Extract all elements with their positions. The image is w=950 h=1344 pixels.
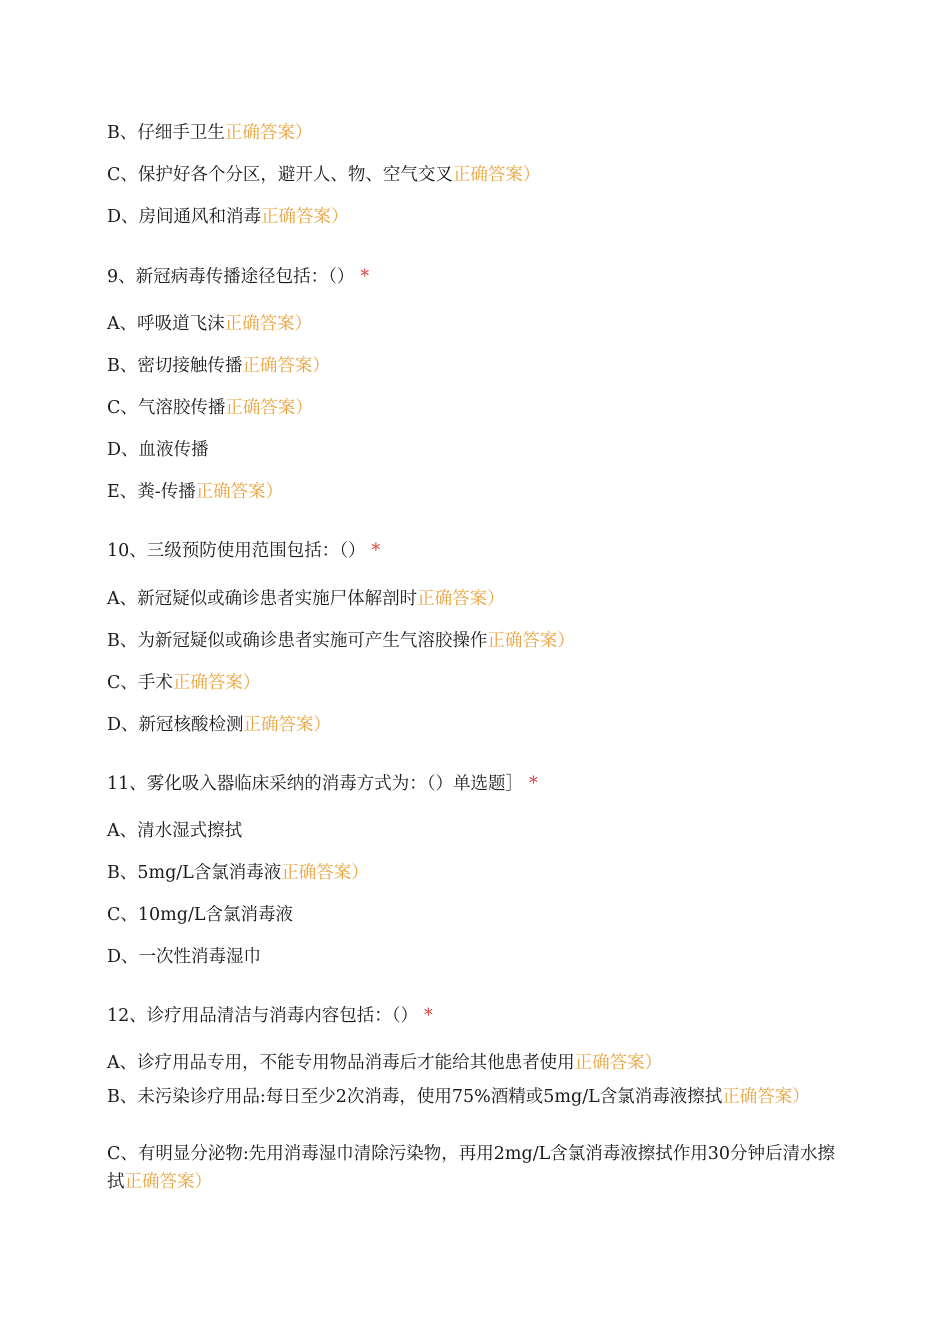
q11-option-b: B、5mg/L含氯消毒液正确答案） bbox=[107, 863, 369, 883]
q9-title: 9、新冠病毒传播途径包括：（） * bbox=[107, 267, 370, 287]
correct-answer-tag: 正确答案） bbox=[124, 1172, 212, 1192]
correct-answer-tag: 正确答案） bbox=[172, 673, 261, 693]
correct-answer-tag: 正确答案） bbox=[574, 1053, 663, 1073]
q12-option-c: C、有明显分泌物:先用消毒湿巾清除污染物，再用2mg/L含氯消毒液擦拭作用30分钟后清水擦拭正确答案） bbox=[107, 1144, 835, 1192]
q12-option-b: B、未污染诊疗用品:每日至少2次消毒，使用75%酒精或5mg/L含氯消毒液擦拭正确答案） bbox=[107, 1087, 810, 1107]
correct-answer-tag: 正确答案） bbox=[242, 356, 330, 376]
q9-option-a: A、呼吸道飞沫正确答案） bbox=[107, 314, 313, 334]
correct-answer-tag: 正确答案） bbox=[452, 165, 541, 185]
q10-option-c: C、手术正确答案） bbox=[107, 673, 261, 693]
q9-option-c: C、气溶胶传播正确答案） bbox=[107, 398, 313, 418]
correct-answer-tag: 正确答案） bbox=[487, 631, 575, 651]
correct-answer-tag: 正确答案） bbox=[243, 715, 332, 735]
required-star-icon: * bbox=[360, 267, 370, 287]
q8-option-c: C、保护好各个分区，避开人、物、空气交叉正确答案） bbox=[107, 165, 541, 185]
q9-option-d: D、血液传播 bbox=[107, 440, 209, 460]
correct-answer-tag: 正确答案） bbox=[281, 863, 369, 883]
correct-answer-tag: 正确答案） bbox=[261, 207, 349, 227]
q10-option-b: B、为新冠疑似或确诊患者实施可产生气溶胶操作正确答案） bbox=[107, 631, 575, 651]
q10-option-d: D、新冠核酸检测正确答案） bbox=[107, 715, 332, 735]
q12-title: 12、诊疗用品清洁与消毒内容包括：（） * bbox=[107, 1006, 433, 1026]
q11-option-c: C、10mg/L含氯消毒液 bbox=[107, 905, 293, 925]
q10-title: 10、三级预防使用范围包括：（） * bbox=[107, 541, 381, 561]
q8-option-b: B、仔细手卫生正确答案） bbox=[107, 123, 313, 143]
q11-title: 11、雾化吸入器临床采纳的消毒方式为：（）单选题］ * bbox=[107, 774, 538, 794]
q12-option-a: A、诊疗用品专用，不能专用物品消毒后才能给其他患者使用正确答案） bbox=[107, 1053, 663, 1073]
correct-answer-tag: 正确答案） bbox=[225, 398, 313, 418]
correct-answer-tag: 正确答案） bbox=[722, 1087, 810, 1107]
q11-option-a: A、清水湿式擦拭 bbox=[107, 821, 243, 841]
q11-option-d: D、一次性消毒湿巾 bbox=[107, 947, 262, 967]
q9-option-b: B、密切接触传播正确答案） bbox=[107, 356, 330, 376]
q9-option-e: E、粪-传播正确答案） bbox=[107, 482, 284, 502]
required-star-icon: * bbox=[371, 541, 381, 561]
required-star-icon: * bbox=[424, 1006, 433, 1026]
correct-answer-tag: 正确答案） bbox=[224, 314, 313, 334]
correct-answer-tag: 正确答案） bbox=[417, 589, 505, 609]
q8-option-d: D、房间通风和消毒正确答案） bbox=[107, 207, 349, 227]
required-star-icon: * bbox=[529, 774, 538, 794]
correct-answer-tag: 正确答案） bbox=[224, 123, 313, 143]
correct-answer-tag: 正确答案） bbox=[195, 482, 284, 502]
q10-option-a: A、新冠疑似或确诊患者实施尸体解剖时正确答案） bbox=[107, 589, 505, 609]
